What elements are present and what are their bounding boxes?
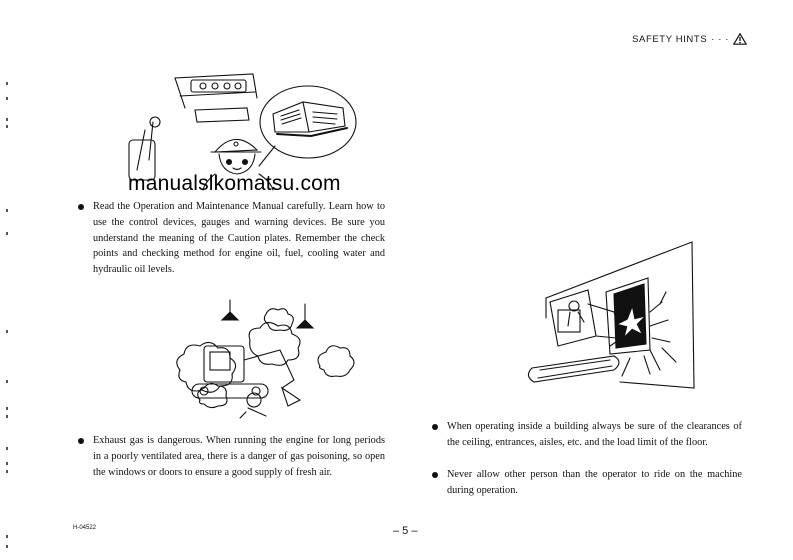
bullet-text: Exhaust gas is dangerous. When running the engine for long periods in a poorly ventilated area, there is a danger of gas poisoning, so open the windows or doors to ensure a good supply of fresh air.: [93, 435, 385, 478]
warning-triangle-icon: [733, 33, 747, 45]
document-code: H-04522: [73, 525, 97, 531]
bullet-building-clearance: [447, 419, 742, 451]
watermark: manualslkomatsu.com: [128, 172, 341, 195]
bullet-dot: [78, 204, 84, 210]
excavator-inside-building-illustration: [510, 242, 710, 392]
exhaust-gas-excavator-illustration: [170, 300, 380, 420]
bullet-exhaust-gas: [93, 433, 385, 480]
bullet-dot: [78, 438, 84, 444]
page-header: [632, 33, 747, 45]
bullet-dot: [432, 424, 438, 430]
header-title: SAFETY HINTS: [632, 33, 708, 45]
bullet-dot: [432, 472, 438, 478]
bullet-read-manual: [93, 199, 385, 278]
header-dots: · · ·: [711, 33, 729, 45]
page-number: – 5 –: [393, 525, 418, 537]
bullet-text: Read the Operation and Maintenance Manual carefully. Learn how to use the control devices, gauges and warning devices. Be sure you understand the meaning of the Caution plates. Remember the check points and checking method for engine oil, fuel, cooling water and hydraulic oil levels.: [93, 201, 385, 276]
bullet-text: Never allow other person than the operator to ride on the machine during operation.: [447, 469, 742, 496]
bullet-text: When operating inside a building always be sure of the clearances of the ceiling, entrances, aisles, etc. and the load limit of the floor.: [447, 421, 742, 448]
bullet-no-riders: [447, 467, 742, 499]
